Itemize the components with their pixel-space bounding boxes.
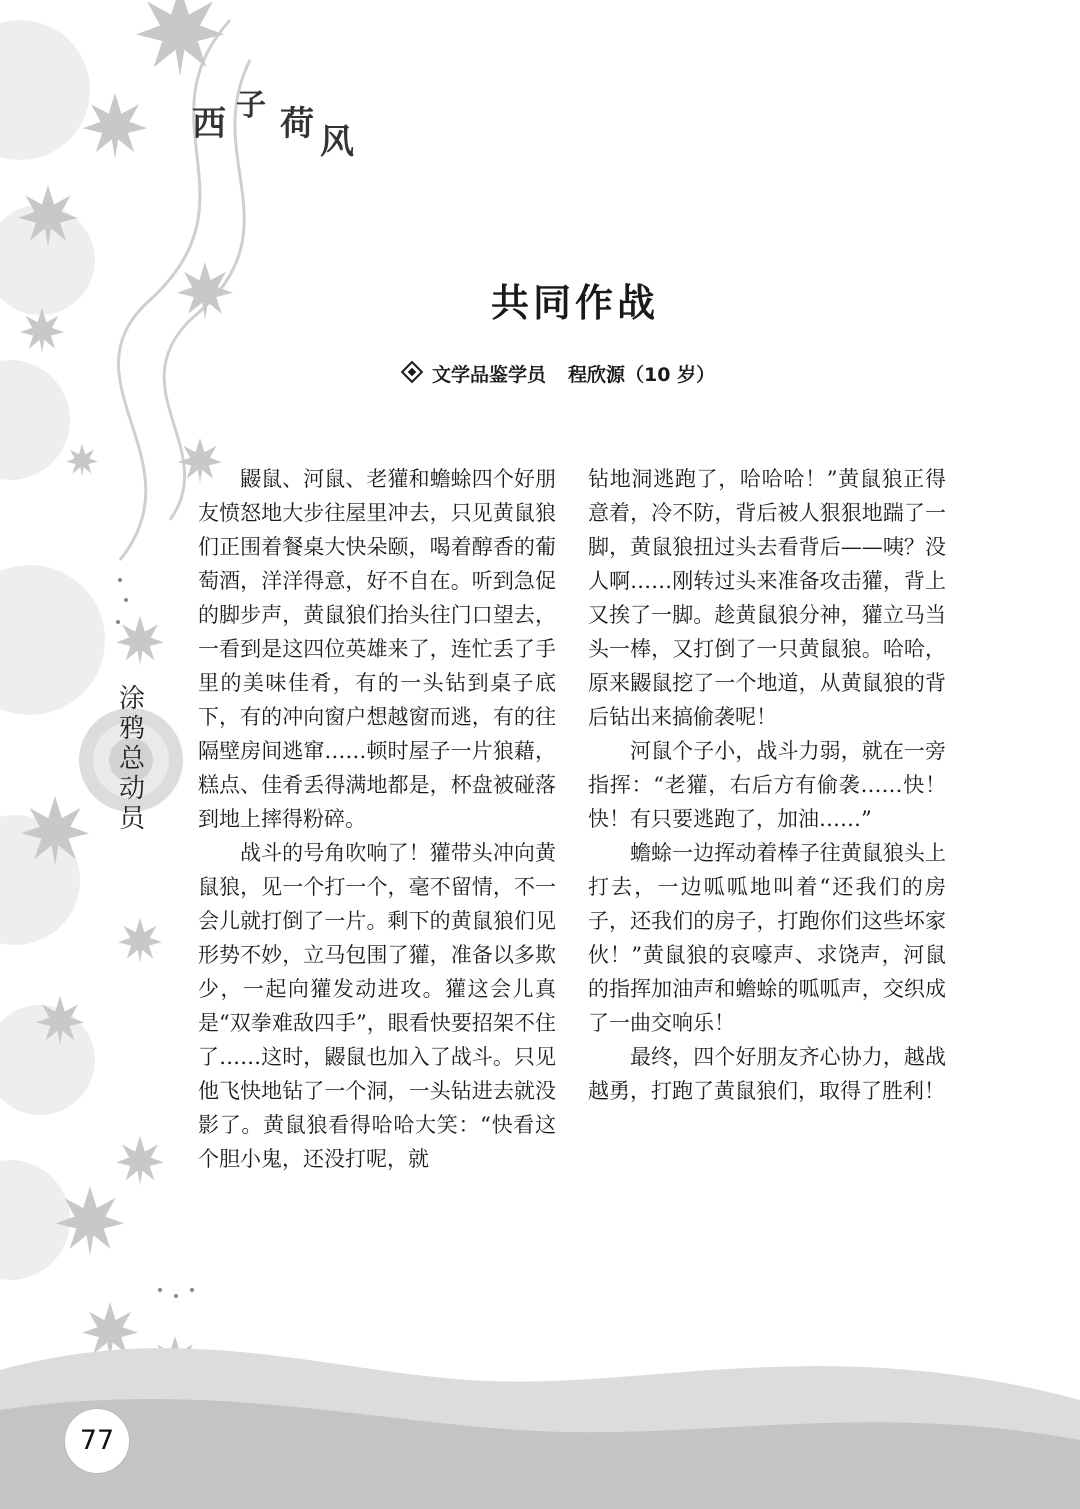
- side-label-char: 动: [118, 774, 145, 804]
- section-char-3: 荷: [280, 104, 314, 144]
- diamond-bullet-icon: [401, 361, 424, 384]
- body-paragraph: 最终，四个好朋友齐心协力，越战越勇，打跑了黄鼠狼们，取得了胜利！: [588, 1045, 946, 1103]
- article-column-left: [198, 462, 556, 1176]
- body-paragraph: 战斗的号角吹响了！獾带头冲向黄鼠狼，见一个打一个，毫不留情，不一会儿就打倒了一片。剩下的黄鼠狼们见形势不妙，立马包围了獾，准备以多欺少，一起向獾发动进攻。獾这会儿真是“双拳难敌四手”，眼看快要招架不住了……这时，鼹鼠也加入了战斗。只见他飞快地钻了一个洞，一头钻进去就没影了。黄鼠狼看得哈哈大笑：“快看这个胆小鬼，还没打呢，就: [198, 841, 556, 1171]
- side-label-char: 鸦: [118, 714, 145, 744]
- body-paragraph: 蟾蜍一边挥动着棒子往黄鼠狼头上打去，一边呱呱地叫着“还我们的房子，还我们的房子，打跑你们这些坏家伙！”黄鼠狼的哀嚎声、求饶声，河鼠的指挥加油声和蟾蜍的呱呱声，交织成了一曲交响乐！: [588, 841, 946, 1035]
- section-char-4: 风: [320, 122, 354, 162]
- article-column-right: [588, 462, 946, 1108]
- body-paragraph: 河鼠个子小，战斗力弱，就在一旁指挥：“老獾，右后方有偷袭……快！快！有只要逃跑了，加油……”: [588, 739, 946, 831]
- bottom-wave: [0, 1348, 1080, 1509]
- side-label-char: 总: [118, 744, 145, 774]
- byline-name: 程欣源（10 岁）: [568, 364, 716, 386]
- byline: [404, 360, 715, 387]
- article-title: 共同作战: [490, 281, 659, 325]
- side-label: [100, 684, 164, 834]
- side-label-char: 涂: [118, 684, 145, 714]
- body-paragraph: 鼹鼠、河鼠、老獾和蟾蜍四个好朋友愤怒地大步往屋里冲去，只见黄鼠狼们正围着餐桌大快朵颐，喝着醇香的葡萄酒，洋洋得意，好不自在。听到急促的脚步声，黄鼠狼们抬头往门口望去，一看到是这四位英雄来了，连忙丢了手里的美味佳肴，有的一头钻到桌子底下，有的冲向窗户想越窗而逃，有的往隔壁房间逃窜……顿时屋子一片狼藉，糕点、佳肴丢得满地都是，杯盘被碰落到地上摔得粉碎。: [198, 467, 556, 831]
- side-label-char: 员: [118, 804, 145, 834]
- section-char-1: 西: [192, 104, 226, 144]
- page-number: 77: [64, 1408, 130, 1474]
- byline-role: 文学品鉴学员: [432, 364, 547, 386]
- body-paragraph-continued: 钻地洞逃跑了，哈哈哈！”黄鼠狼正得意着，冷不防，背后被人狠狠地踹了一脚，黄鼠狼扭过头去看背后——咦？没人啊……刚转过头来准备攻击獾，背上又挨了一脚。趁黄鼠狼分神，獾立马当头一棒，又打倒了一只黄鼠狼。哈哈，原来鼹鼠挖了一个地道，从黄鼠狼的背后钻出来搞偷袭呢！: [588, 467, 946, 729]
- section-char-2: 子: [236, 88, 266, 123]
